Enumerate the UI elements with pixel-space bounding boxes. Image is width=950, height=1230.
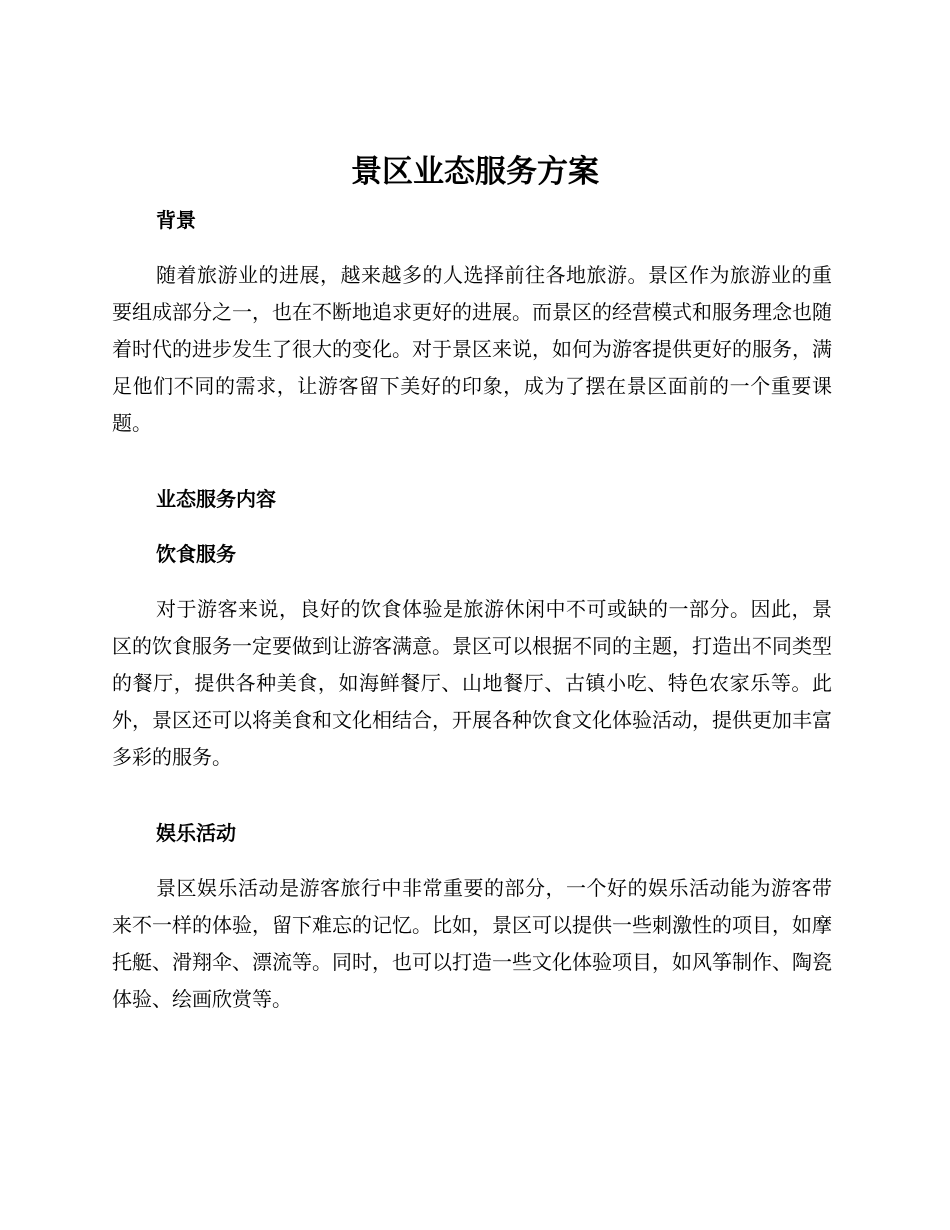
section-heading-service-content: 业态服务内容 — [156, 487, 276, 511]
document-title: 景区业态服务方案 — [351, 154, 599, 190]
section-heading-food-service: 饮食服务 — [156, 542, 236, 566]
section-paragraph-food-service: 对于游客来说，良好的饮食体验是旅游休闲中不可或缺的一部分。因此，景区的饮食服务一定要做到让游客满意。景区可以根据不同的主题，打造出不同类型的餐厅，提供各种美食，如海鲜餐厅、山地餐厅、古镇小吃、特色农家乐等。此外，景区还可以将美食和文化相结合，开展各种饮食文化体验活动，提供更加丰富多彩的服务。 — [112, 597, 832, 769]
section-heading-entertainment: 娱乐活动 — [156, 821, 236, 845]
section-paragraph-entertainment: 景区娱乐活动是游客旅行中非常重要的部分，一个好的娱乐活动能为游客带来不一样的体验，留下难忘的记忆。比如，景区可以提供一些刺激性的项目，如摩托艇、滑翔伞、漂流等。同时，也可以打造一些文化体验项目，如风筝制作、陶瓷体验、绘画欣赏等。 — [112, 876, 832, 1011]
section-heading-background: 背景 — [156, 208, 196, 232]
section-paragraph-background: 随着旅游业的进展，越来越多的人选择前往各地旅游。景区作为旅游业的重要组成部分之一，也在不断地追求更好的进展。而景区的经营模式和服务理念也随着时代的进步发生了很大的变化。对于景区来说，如何为游客提供更好的服务，满足他们不同的需求，让游客留下美好的印象，成为了摆在景区面前的一个重要课题。 — [112, 263, 832, 435]
